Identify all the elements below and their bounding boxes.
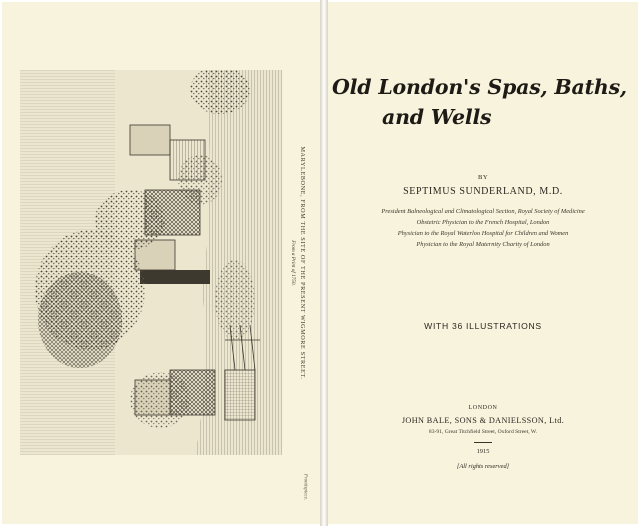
- credit-line: Physician to the Royal Maternity Charity of London: [416, 241, 550, 248]
- frontispiece-label-wrap: [298, 457, 312, 517]
- title-line-1: Old London's Spas, Baths,: [332, 75, 627, 99]
- caption-source: From a Print of 1750.: [289, 239, 296, 286]
- divider-rule: [474, 442, 492, 443]
- by-label: BY: [477, 174, 489, 181]
- author-credits: [328, 206, 638, 250]
- credit-line: Physician to the Royal Waterloo Hospital for Children and Women: [397, 230, 569, 237]
- publication-year: 1915: [476, 448, 490, 455]
- publisher-name: JOHN BALE, SONS & DANIELSSON, Ltd.: [401, 416, 565, 425]
- illustrations-note: WITH 36 ILLUSTRATIONS: [424, 321, 542, 331]
- title-page: [328, 2, 638, 524]
- publication-place: LONDON: [468, 405, 498, 411]
- title-line-2: and Wells: [382, 105, 492, 129]
- author-name: SEPTIMUS SUNDERLAND, M.D.: [403, 186, 563, 197]
- frontispiece-label: Frontispiece.: [302, 473, 308, 501]
- book-title: [328, 72, 638, 132]
- frontispiece-page: [2, 2, 320, 524]
- frontispiece-engraving: [20, 70, 282, 455]
- caption-text: MARYLEBONE, FROM THE SITE OF THE PRESENT WIGMORE STREET.: [299, 145, 306, 380]
- credit-line: President Balneological and Climatological Section, Royal Society of Medicine: [381, 208, 585, 215]
- frontispiece-caption: [285, 70, 307, 455]
- rights-notice: [All rights reserved]: [456, 463, 510, 470]
- book-gutter: [320, 0, 328, 526]
- credit-line: Obstetric Physician to the French Hospital, London: [416, 219, 550, 226]
- publisher-address: 83-91, Great Titchfield Street, Oxford Street, W.: [428, 429, 538, 435]
